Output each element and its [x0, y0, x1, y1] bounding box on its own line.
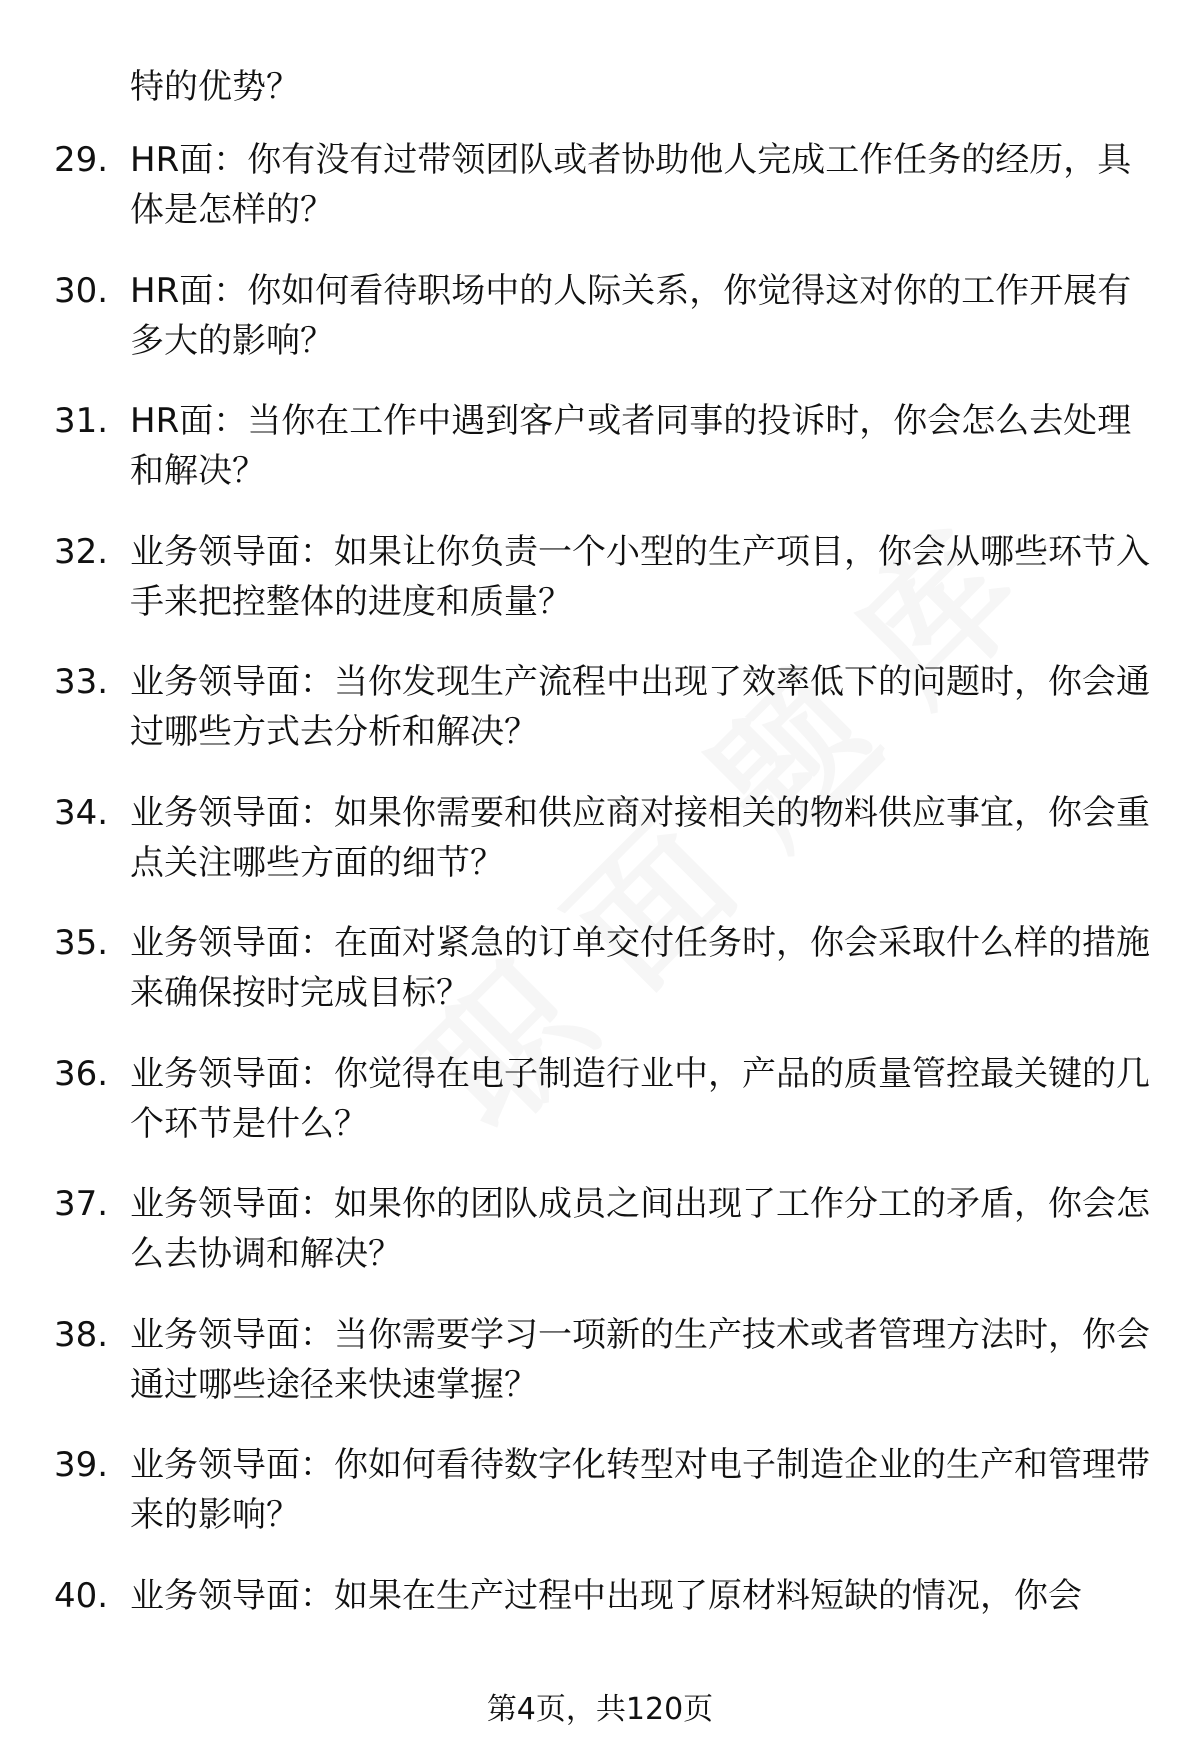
page-footer: 第4页，共120页 [486, 1692, 714, 1727]
question-number: 31. [54, 401, 109, 441]
list-item [0, 1571, 1200, 1702]
list-item [0, 788, 1200, 919]
question-text: HR面：当你在工作中遇到客户或者同事的投诉时，你会怎么去处理和解决？ [130, 401, 1132, 491]
question-number: 36. [54, 1053, 109, 1094]
question-number: 38. [54, 1314, 109, 1355]
list-item [0, 1440, 1200, 1571]
list-item [0, 396, 1200, 527]
list-item [0, 1049, 1200, 1180]
question-text: 业务领导面：如果让你负责一个小型的生产项目，你会从哪些环节入手来把控整体的进度和质量？ [130, 531, 1150, 622]
list-item [0, 135, 1200, 266]
list-item [0, 918, 1200, 1049]
question-text: 业务领导面：如果在生产过程中出现了原材料短缺的情况，你会 [130, 1575, 1082, 1616]
question-number: 30. [54, 270, 109, 311]
question-list [0, 135, 1200, 1701]
question-number: 40. [54, 1575, 109, 1616]
question-text: 业务领导面：如果你的团队成员之间出现了工作分工的矛盾，你会怎么去协调和解决？ [130, 1184, 1150, 1274]
list-item [0, 266, 1200, 397]
question-text: 业务领导面：你如何看待数字化转型对电子制造企业的生产和管理带来的影响？ [130, 1445, 1150, 1535]
question-text: HR面：你有没有过带领团队或者协助他人完成工作任务的经历，具体是怎样的？ [130, 140, 1132, 230]
question-number: 37. [54, 1184, 109, 1224]
list-item [0, 527, 1200, 658]
question-text: 业务领导面：当你发现生产流程中出现了效率低下的问题时，你会通过哪些方式去分析和解决？ [130, 662, 1150, 752]
list-item [0, 1310, 1200, 1441]
question-text: 业务领导面：在面对紧急的订单交付任务时，你会采取什么样的措施来确保按时完成目标？ [130, 923, 1150, 1013]
list-item [0, 1179, 1200, 1310]
question-number: 32. [54, 531, 109, 572]
question-number: 29. [54, 140, 109, 180]
question-text: 业务领导面：你觉得在电子制造行业中，产品的质量管控最关键的几个环节是什么？ [130, 1053, 1150, 1144]
question-number: 39. [54, 1445, 109, 1485]
question-number: 34. [54, 792, 109, 833]
question-text: 业务领导面：当你需要学习一项新的生产技术或者管理方法时，你会通过哪些途径来快速掌握？ [130, 1314, 1150, 1405]
list-item [0, 657, 1200, 788]
continued-text: 特的优势？ [130, 67, 300, 107]
question-number: 35. [54, 923, 109, 963]
question-text: HR面：你如何看待职场中的人际关系，你觉得这对你的工作开展有多大的影响？ [130, 270, 1132, 361]
question-text: 业务领导面：如果你需要和供应商对接相关的物料供应事宜，你会重点关注哪些方面的细节？ [130, 792, 1150, 883]
question-number: 33. [54, 662, 109, 702]
